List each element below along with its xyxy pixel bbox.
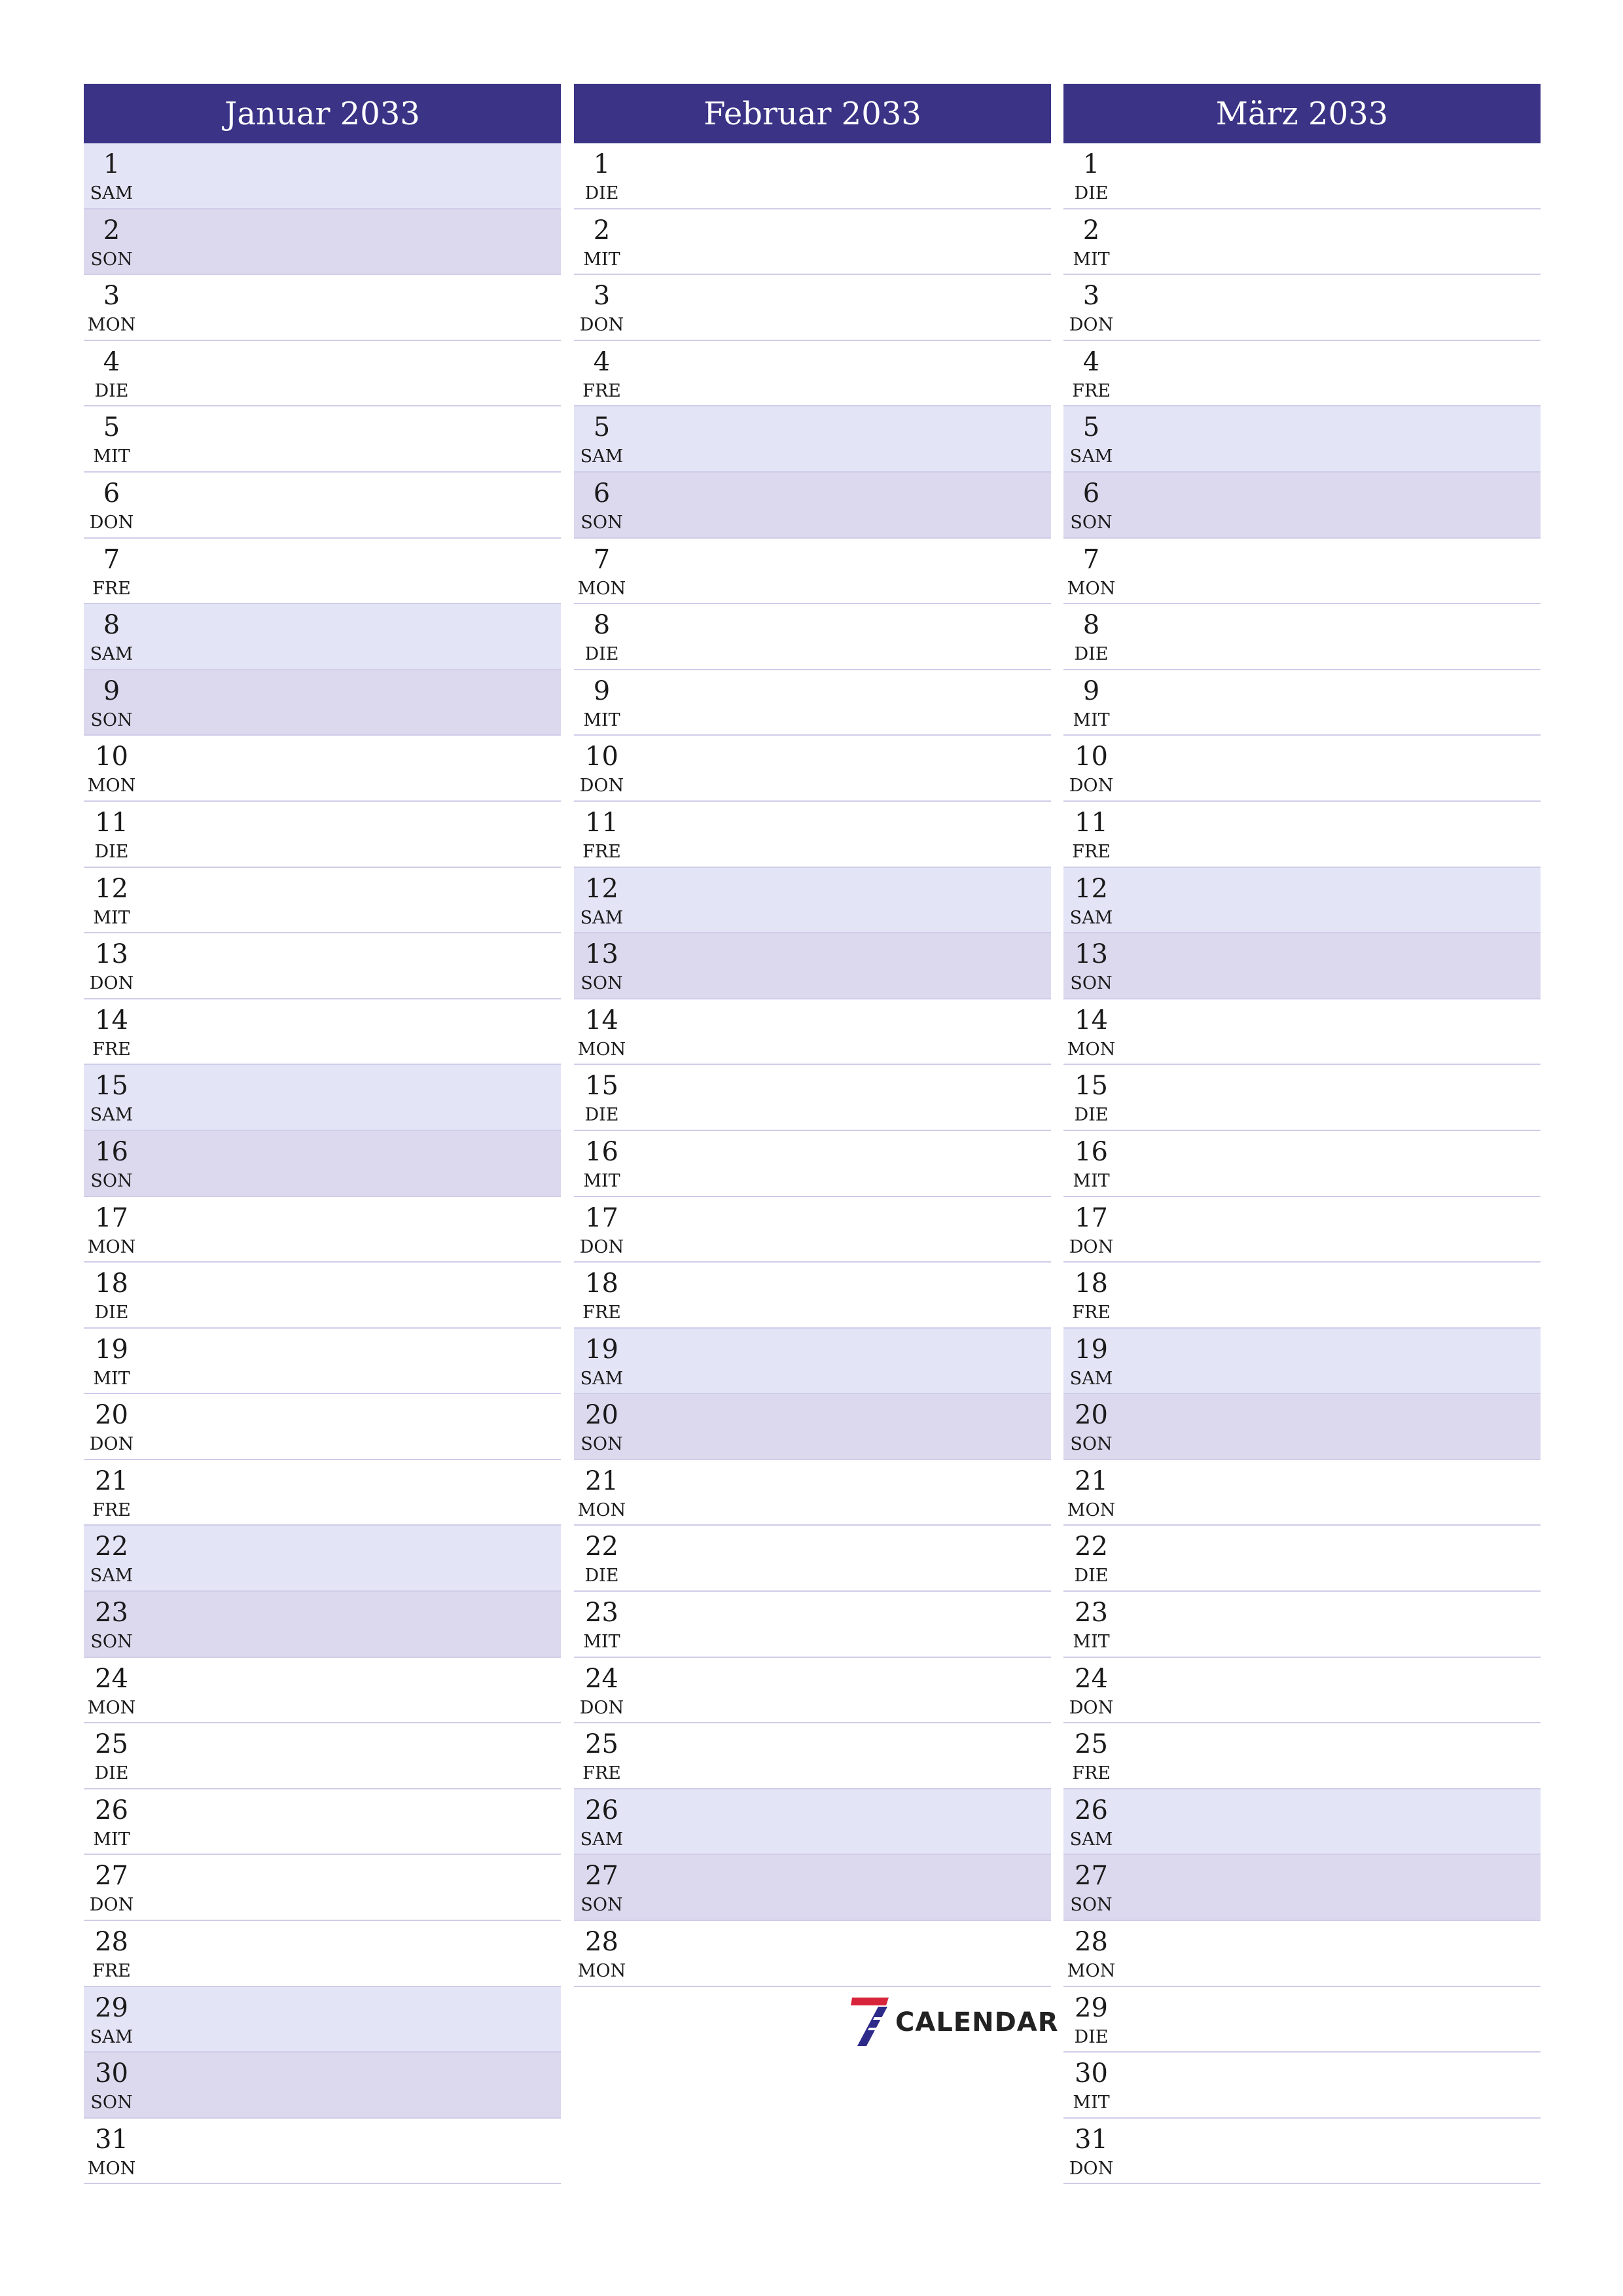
month-column-march [1063, 84, 1541, 2184]
day-number: 7 [1082, 544, 1100, 575]
day-row [1063, 539, 1541, 605]
day-number: 25 [95, 1729, 128, 1760]
weekday-label: SAM [1069, 1368, 1113, 1389]
day-number: 29 [1075, 1992, 1108, 2023]
day-number: 26 [1075, 1795, 1108, 1825]
day-number: 3 [1082, 281, 1100, 312]
day-number: 13 [585, 939, 618, 970]
day-row [84, 341, 561, 407]
weekday-label: SAM [90, 644, 134, 665]
day-number: 22 [1075, 1532, 1108, 1562]
day-number: 28 [585, 1927, 618, 1958]
weekday-label: SON [90, 709, 133, 730]
day-number: 2 [1082, 215, 1100, 245]
day-number: 17 [1075, 1202, 1108, 1233]
weekday-label: SAM [1069, 446, 1113, 467]
day-number: 18 [95, 1268, 128, 1299]
weekday-label: DON [579, 1697, 624, 1718]
brand-logo [851, 1996, 1059, 2049]
day-number: 1 [593, 149, 611, 179]
day-row [1063, 1855, 1541, 1921]
day-row [1063, 736, 1541, 802]
day-row [574, 341, 1051, 407]
day-row [574, 1592, 1051, 1658]
day-number: 12 [585, 873, 618, 904]
weekday-label: DIE [94, 1763, 129, 1784]
day-row [574, 1263, 1051, 1329]
weekday-label: FRE [582, 841, 621, 862]
day-number: 11 [1075, 807, 1108, 838]
weekday-label: FRE [92, 1039, 131, 1060]
day-number: 8 [103, 610, 120, 641]
weekday-label: MIT [583, 1170, 620, 1191]
weekday-label: FRE [1072, 1763, 1111, 1784]
day-row [1063, 868, 1541, 934]
day-number: 10 [95, 742, 128, 772]
day-row [84, 1592, 561, 1658]
weekday-label: FRE [582, 380, 621, 401]
day-row [574, 1131, 1051, 1197]
day-number: 20 [585, 1400, 618, 1431]
day-number: 11 [585, 807, 618, 838]
day-number: 25 [585, 1729, 618, 1760]
day-number: 15 [95, 1071, 128, 1102]
day-row [574, 1723, 1051, 1789]
day-row [84, 1723, 561, 1789]
weekday-label: SON [1070, 512, 1113, 533]
day-row [574, 802, 1051, 868]
day-row [84, 539, 561, 605]
day-number: 5 [103, 412, 120, 443]
day-row [84, 1789, 561, 1856]
day-row [574, 868, 1051, 934]
weekday-label: FRE [92, 1499, 131, 1520]
weekday-label: DIE [584, 1566, 619, 1587]
day-row [574, 1921, 1051, 1987]
weekday-label: DON [579, 776, 624, 797]
day-row [574, 670, 1051, 736]
day-row [1063, 1592, 1541, 1658]
day-row [574, 143, 1051, 209]
day-number: 15 [585, 1071, 618, 1102]
day-row [84, 1855, 561, 1921]
weekday-label: SAM [90, 183, 134, 204]
day-row [1063, 670, 1541, 736]
day-number: 5 [593, 412, 611, 443]
weekday-label: MON [1067, 1961, 1116, 1982]
day-row [1063, 2119, 1541, 2185]
weekday-label: DIE [584, 1105, 619, 1126]
weekday-label: MON [1067, 1039, 1116, 1060]
weekday-label: MIT [1073, 249, 1110, 270]
day-number: 19 [585, 1334, 618, 1365]
day-number: 30 [95, 2058, 128, 2089]
day-number: 27 [1075, 1861, 1108, 1892]
weekday-label: DIE [1074, 644, 1109, 665]
weekday-label: MIT [583, 249, 620, 270]
day-list [84, 143, 561, 2184]
day-number: 11 [95, 807, 128, 838]
logo-red-bar [851, 1998, 889, 2005]
weekday-label: MON [577, 578, 626, 599]
weekday-label: MON [87, 315, 136, 336]
weekday-label: SAM [90, 1105, 134, 1126]
weekday-label: MIT [583, 1632, 620, 1653]
weekday-label: DON [89, 1434, 134, 1455]
day-number: 4 [1082, 346, 1100, 377]
day-row [1063, 1197, 1541, 1263]
weekday-label: SON [90, 2092, 133, 2113]
weekday-label: FRE [92, 578, 131, 599]
day-number: 20 [95, 1400, 128, 1431]
day-number: 27 [585, 1861, 618, 1892]
weekday-label: DON [1069, 776, 1114, 797]
weekday-label: MIT [1073, 1170, 1110, 1191]
weekday-label: DON [89, 973, 134, 994]
day-row [84, 1658, 561, 1724]
weekday-label: SON [90, 1632, 133, 1653]
day-number: 15 [1075, 1071, 1108, 1102]
day-number: 5 [1082, 412, 1100, 443]
day-row [84, 2119, 561, 2185]
weekday-label: SON [1070, 1895, 1113, 1916]
day-number: 2 [593, 215, 611, 245]
day-row [574, 933, 1051, 999]
day-number: 12 [95, 873, 128, 904]
month-column-january [84, 84, 561, 2184]
weekday-label: MON [87, 1697, 136, 1718]
day-number: 8 [593, 610, 611, 641]
day-list [1063, 143, 1541, 2184]
day-row [1063, 1131, 1541, 1197]
day-row [84, 1526, 561, 1592]
weekday-label: SAM [90, 1566, 134, 1587]
day-number: 18 [585, 1268, 618, 1299]
day-row [1063, 2053, 1541, 2119]
weekday-label: MON [87, 2158, 136, 2179]
weekday-label: DIE [94, 380, 129, 401]
weekday-label: MON [1067, 578, 1116, 599]
day-number: 9 [1082, 675, 1100, 706]
weekday-label: FRE [582, 1302, 621, 1323]
day-row [1063, 1263, 1541, 1329]
weekday-label: MIT [1073, 1632, 1110, 1653]
weekday-label: DON [1069, 1236, 1114, 1257]
weekday-label: SON [90, 1170, 133, 1191]
day-row [1063, 275, 1541, 341]
day-number: 17 [95, 1202, 128, 1233]
day-row [1063, 933, 1541, 999]
day-number: 19 [95, 1334, 128, 1365]
weekday-label: MIT [93, 1368, 130, 1389]
weekday-label: DON [1069, 315, 1114, 336]
weekday-label: DIE [94, 841, 129, 862]
day-number: 28 [95, 1927, 128, 1958]
day-row [84, 670, 561, 736]
day-number: 6 [593, 478, 611, 509]
weekday-label: MIT [93, 1829, 130, 1850]
day-row [84, 999, 561, 1066]
day-number: 23 [585, 1598, 618, 1628]
day-row [574, 999, 1051, 1066]
day-number: 10 [1075, 742, 1108, 772]
month-header: Februar 2033 [574, 84, 1051, 143]
day-number: 23 [1075, 1598, 1108, 1628]
day-row [84, 1987, 561, 2053]
day-row [84, 736, 561, 802]
day-number: 23 [95, 1598, 128, 1628]
day-number: 1 [1082, 149, 1100, 179]
day-row [1063, 604, 1541, 670]
day-row [1063, 1723, 1541, 1789]
weekday-label: SAM [580, 907, 624, 928]
day-row [574, 1526, 1051, 1592]
weekday-label: SON [580, 1434, 623, 1455]
day-number: 12 [1075, 873, 1108, 904]
day-row [1063, 1921, 1541, 1987]
day-row [1063, 341, 1541, 407]
day-row [84, 868, 561, 934]
weekday-label: DIE [1074, 2026, 1109, 2047]
weekday-label: DON [1069, 1697, 1114, 1718]
day-number: 3 [103, 281, 120, 312]
day-row [1063, 1526, 1541, 1592]
day-number: 22 [95, 1532, 128, 1562]
day-number: 27 [95, 1861, 128, 1892]
weekday-label: DON [1069, 2158, 1114, 2179]
day-row [84, 473, 561, 539]
day-row [1063, 1065, 1541, 1131]
weekday-label: DIE [94, 1302, 129, 1323]
weekday-label: MIT [93, 907, 130, 928]
logo-white-slash-2 [868, 2028, 877, 2030]
day-row [574, 1065, 1051, 1131]
day-row [84, 1329, 561, 1395]
weekday-label: DON [579, 1236, 624, 1257]
day-row [84, 143, 561, 209]
weekday-label: SAM [1069, 907, 1113, 928]
weekday-label: MON [577, 1039, 626, 1060]
weekday-label: MON [1067, 1499, 1116, 1520]
weekday-label: SON [580, 1895, 623, 1916]
day-list [574, 143, 1051, 1987]
day-row [574, 209, 1051, 276]
day-number: 30 [1075, 2058, 1108, 2089]
day-number: 19 [1075, 1334, 1108, 1365]
day-number: 13 [95, 939, 128, 970]
weekday-label: FRE [1072, 380, 1111, 401]
weekday-label: MIT [1073, 2092, 1110, 2113]
weekday-label: SON [1070, 1434, 1113, 1455]
day-row [1063, 1789, 1541, 1856]
day-row [84, 1460, 561, 1526]
day-number: 14 [95, 1005, 128, 1035]
weekday-label: MIT [93, 446, 130, 467]
weekday-label: SON [1070, 973, 1113, 994]
day-row [84, 604, 561, 670]
day-row [84, 1197, 561, 1263]
day-number: 17 [585, 1202, 618, 1233]
day-number: 9 [593, 675, 611, 706]
seven-logo-icon [851, 1995, 890, 2050]
day-number: 20 [1075, 1400, 1108, 1431]
weekday-label: DIE [584, 183, 619, 204]
day-row [84, 1394, 561, 1460]
day-row [84, 933, 561, 999]
day-number: 6 [103, 478, 120, 509]
weekday-label: FRE [1072, 841, 1111, 862]
day-row [1063, 1987, 1541, 2053]
weekday-label: SON [580, 512, 623, 533]
day-row [1063, 1658, 1541, 1724]
day-number: 10 [585, 742, 618, 772]
weekday-label: DIE [1074, 183, 1109, 204]
day-number: 16 [95, 1136, 128, 1167]
day-row [1063, 1329, 1541, 1395]
day-row [574, 1855, 1051, 1921]
month-header: März 2033 [1063, 84, 1541, 143]
day-row [574, 275, 1051, 341]
day-number: 7 [593, 544, 611, 575]
weekday-label: MIT [1073, 709, 1110, 730]
day-row [574, 736, 1051, 802]
day-row [84, 1921, 561, 1987]
day-row [574, 1329, 1051, 1395]
day-number: 24 [585, 1663, 618, 1694]
weekday-label: SON [90, 249, 133, 270]
weekday-label: MIT [583, 709, 620, 730]
day-row [84, 1065, 561, 1131]
day-number: 24 [1075, 1663, 1108, 1694]
day-row [1063, 1460, 1541, 1526]
weekday-label: DIE [1074, 1566, 1109, 1587]
day-number: 8 [1082, 610, 1100, 641]
day-number: 21 [1075, 1465, 1108, 1496]
day-number: 2 [103, 215, 120, 245]
weekday-label: DON [89, 512, 134, 533]
day-number: 13 [1075, 939, 1108, 970]
day-number: 16 [1075, 1136, 1108, 1167]
day-row [1063, 473, 1541, 539]
weekday-label: DIE [1074, 1105, 1109, 1126]
weekday-label: FRE [92, 1961, 131, 1982]
day-row [574, 539, 1051, 605]
day-number: 4 [593, 346, 611, 377]
day-row [84, 1131, 561, 1197]
day-row [574, 1197, 1051, 1263]
weekday-label: MON [87, 1236, 136, 1257]
weekday-label: SON [580, 973, 623, 994]
logo-white-slash-1 [873, 2017, 882, 2020]
day-row [84, 802, 561, 868]
weekday-label: MON [577, 1499, 626, 1520]
day-number: 14 [1075, 1005, 1108, 1035]
weekday-label: FRE [582, 1763, 621, 1784]
day-row [574, 406, 1051, 473]
day-row [84, 275, 561, 341]
day-number: 22 [585, 1532, 618, 1562]
day-number: 3 [593, 281, 611, 312]
day-number: 16 [585, 1136, 618, 1167]
day-number: 9 [103, 675, 120, 706]
day-row [84, 406, 561, 473]
day-number: 24 [95, 1663, 128, 1694]
day-number: 14 [585, 1005, 618, 1035]
weekday-label: SAM [1069, 1829, 1113, 1850]
day-row [1063, 143, 1541, 209]
weekday-label: DIE [584, 644, 619, 665]
day-row [574, 1394, 1051, 1460]
day-number: 18 [1075, 1268, 1108, 1299]
day-row [1063, 209, 1541, 276]
month-column-february [574, 84, 1051, 1987]
day-number: 21 [95, 1465, 128, 1496]
day-row [84, 209, 561, 276]
day-row [1063, 999, 1541, 1066]
day-number: 25 [1075, 1729, 1108, 1760]
weekday-label: SAM [90, 2026, 134, 2047]
day-number: 29 [95, 1992, 128, 2023]
day-row [1063, 406, 1541, 473]
day-number: 6 [1082, 478, 1100, 509]
day-row [574, 473, 1051, 539]
weekday-label: MON [87, 776, 136, 797]
logo-blue-stroke [857, 2007, 887, 2046]
day-row [574, 604, 1051, 670]
weekday-label: DON [89, 1895, 134, 1916]
day-number: 26 [585, 1795, 618, 1825]
weekday-label: MON [577, 1961, 626, 1982]
day-number: 4 [103, 346, 120, 377]
day-number: 7 [103, 544, 120, 575]
day-number: 28 [1075, 1927, 1108, 1958]
day-row [574, 1789, 1051, 1856]
logo-wordmark: CALENDAR [895, 2007, 1059, 2037]
weekday-label: SAM [580, 1829, 624, 1850]
day-row [84, 1263, 561, 1329]
day-number: 26 [95, 1795, 128, 1825]
day-number: 1 [103, 149, 120, 179]
day-number: 21 [585, 1465, 618, 1496]
day-row [574, 1658, 1051, 1724]
weekday-label: DON [579, 315, 624, 336]
weekday-label: SAM [580, 446, 624, 467]
day-row [1063, 1394, 1541, 1460]
day-row [1063, 802, 1541, 868]
weekday-label: SAM [580, 1368, 624, 1389]
day-number: 31 [1075, 2124, 1108, 2155]
day-row [574, 1460, 1051, 1526]
day-row [84, 2053, 561, 2119]
weekday-label: FRE [1072, 1302, 1111, 1323]
day-number: 31 [95, 2124, 128, 2155]
month-header: Januar 2033 [84, 84, 561, 143]
